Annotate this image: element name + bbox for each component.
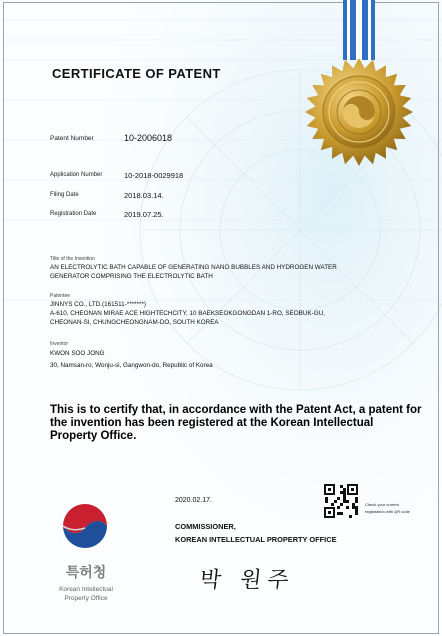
registration-date-value: 2019.07.25. (124, 210, 164, 219)
gold-seal-icon (303, 56, 415, 168)
office-name-english: Korean Intellectual Property Office (59, 586, 113, 602)
commissioner-title: COMMISSIONER, KOREAN INTELLECTUAL PROPERTY OFFICE (175, 522, 337, 544)
kipo-taegeuk-logo-icon (57, 500, 113, 556)
issue-date: 2020.02.17. (175, 497, 212, 504)
patentee-text: JINNYS CO., LTD.(161511-*******) A-610, CHEONAN MIRAE ACE HIGHTECHCITY, 10 BAEKSEOKGONGDAN 1-RO, SEOBUK-GU, CHEONAN-SI, CHUNGCHEONGNAM-DO, SOUTH KOREA (50, 301, 325, 327)
office-name-korean: 특허청 (65, 564, 107, 580)
patent-number-label: Patent Number (50, 135, 94, 142)
commissioner-signature: 박 원주 (198, 568, 296, 593)
application-number-label: Application Number (50, 172, 103, 178)
filing-date-label: Filing Date (50, 192, 79, 198)
invention-title: AN ELECTROLYTIC BATH CAPABLE OF GENERATING NANO BUBBLES AND HYDROGEN WATER GENERATOR COMPRISING THE ELECTROLYTIC BATH (50, 264, 337, 281)
application-number-value: 10-2018-0029918 (124, 171, 184, 180)
certification-statement: This is to certify that, in accordance with the Patent Act, a patent for the invention has been registered at the Korean Intellectual Property Office. (50, 404, 422, 442)
patentee-label: Patentee (50, 293, 71, 299)
filing-date-value: 2018.03.14. (124, 191, 164, 200)
inventor-label: Inventor (50, 341, 69, 347)
inventor-name: KWON SOO JONG (50, 350, 105, 357)
ribbon (343, 0, 375, 60)
qr-code-icon[interactable] (324, 484, 358, 518)
certificate-title: CERTIFICATE OF PATENT (52, 66, 221, 81)
patent-number-value: 10-2006018 (124, 133, 173, 143)
inventor-address: 30, Namsan-ro, Wonju-si, Gangwon-do, Republic of Korea (50, 362, 213, 369)
invention-title-label: Title of the Invention (50, 256, 95, 262)
qr-instruction-text: Check your current registration with QR code (365, 502, 410, 514)
registration-date-label: Registration Date (50, 211, 97, 217)
